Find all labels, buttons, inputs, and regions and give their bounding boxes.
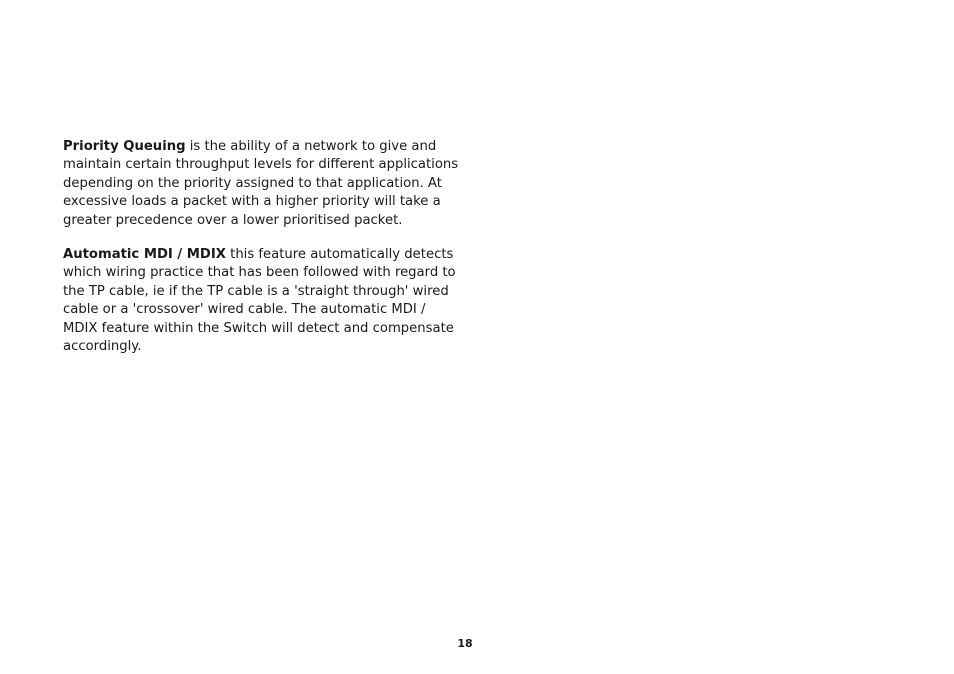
- text-line: accordingly.: [63, 339, 142, 355]
- text-line: the TP cable, ie if the TP cable is a 'straight through' wired: [63, 283, 449, 299]
- text-line: Automatic MDI / MDIX this feature automatically detects: [63, 247, 454, 262]
- automatic-mdi-mdix-paragraph: [63, 246, 456, 356]
- text-line: cable or a 'crossover' wired cable. The automatic MDI /: [63, 302, 426, 318]
- text-line: greater precedence over a lower prioritised packet.: [63, 212, 403, 228]
- text-line: maintain certain throughput levels for different applications: [63, 157, 459, 173]
- automatic-mdi-mdix-term: Automatic MDI / MDIX: [63, 247, 226, 262]
- text-line: excessive loads a packet with a higher priority will take a: [63, 194, 441, 210]
- text-line: Priority Queuing is the ability of a network to give and: [63, 139, 437, 154]
- priority-queuing-term: Priority Queuing: [63, 139, 186, 154]
- text-line: which wiring practice that has been followed with regard to: [63, 265, 456, 281]
- page-number: 18: [457, 637, 473, 650]
- priority-queuing-paragraph: [63, 138, 458, 230]
- text-line: MDIX feature within the Switch will detect and compensate: [63, 320, 454, 336]
- text-line: depending on the priority assigned to that application. At: [63, 175, 442, 191]
